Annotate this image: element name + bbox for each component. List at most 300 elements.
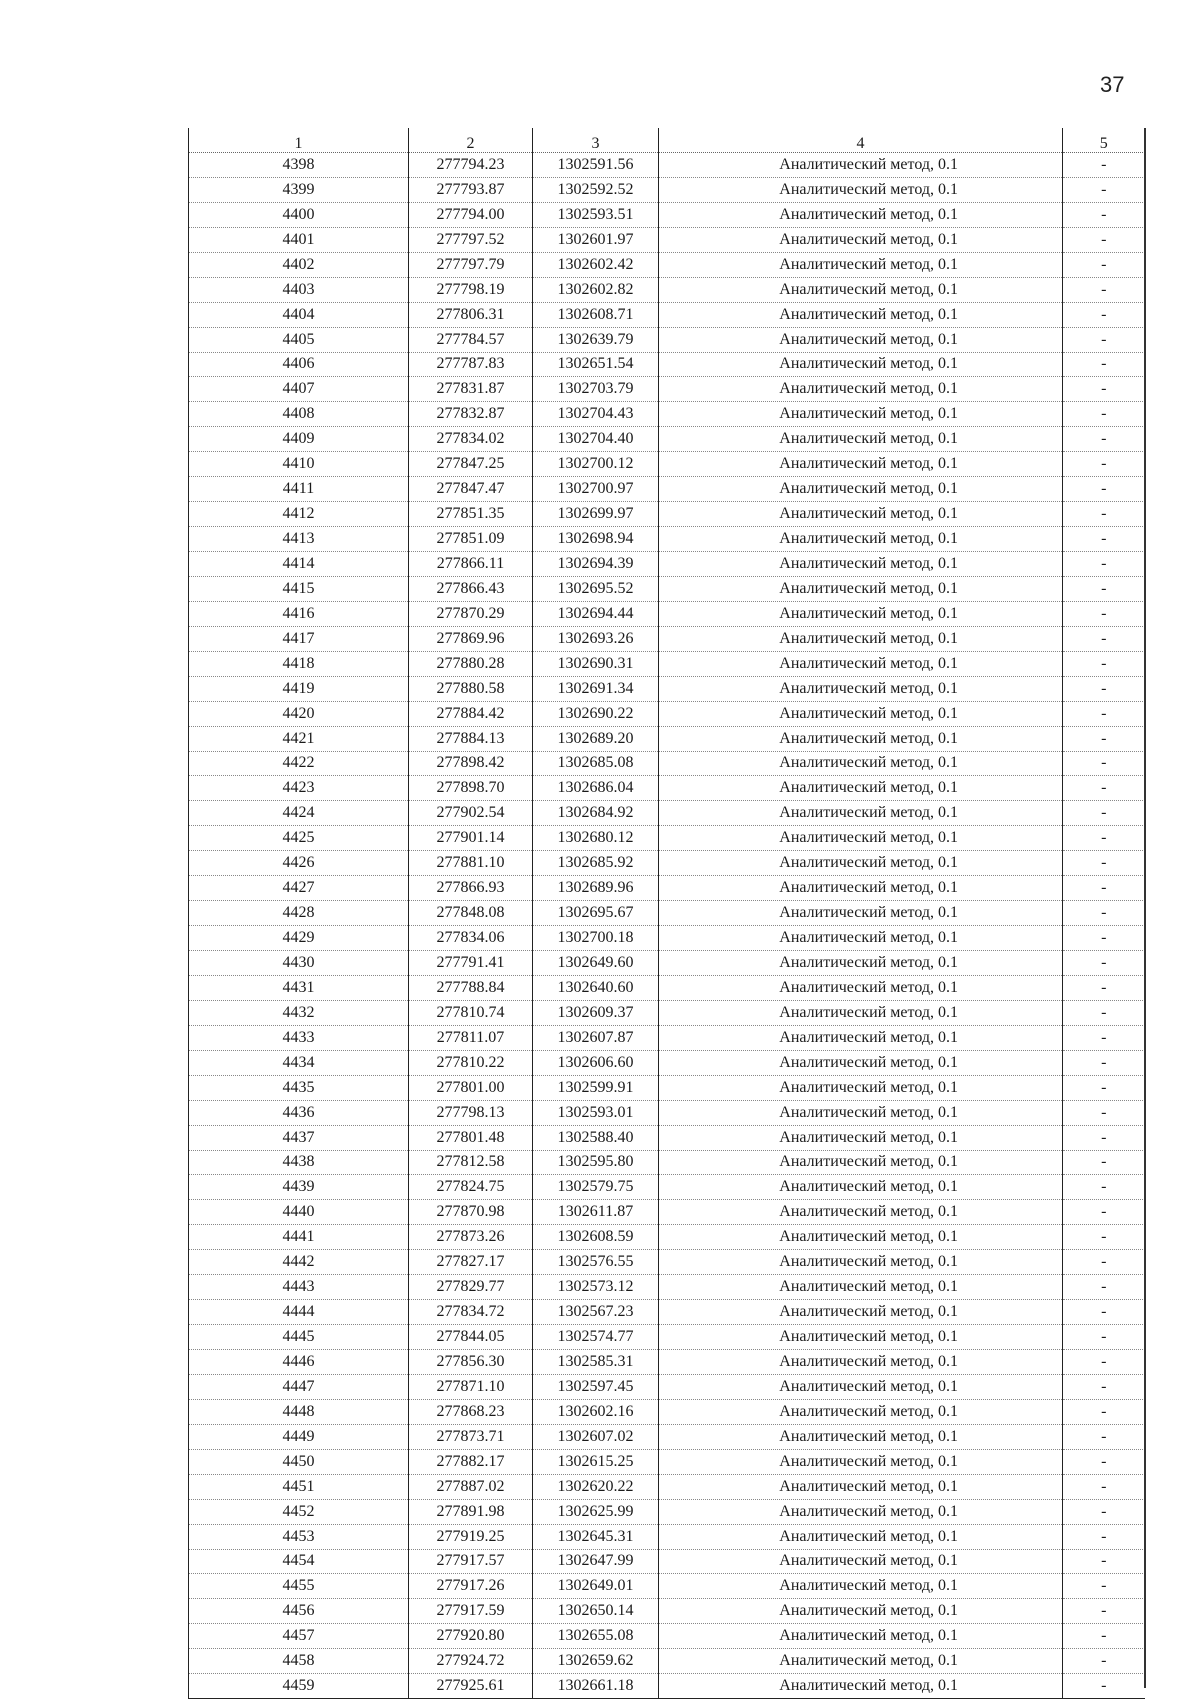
table-row: [189, 1449, 1145, 1474]
cell-point-number: 4431: [189, 975, 409, 1000]
cell-point-number: 4442: [189, 1250, 409, 1275]
cell-method: Аналитический метод, 0.1: [659, 1524, 1063, 1549]
cell-method: Аналитический метод, 0.1: [659, 1424, 1063, 1449]
cell-note: -: [1063, 1250, 1145, 1275]
cell-note: -: [1063, 701, 1145, 726]
cell-method: Аналитический метод, 0.1: [659, 651, 1063, 676]
cell-point-number: 4401: [189, 227, 409, 252]
cell-y-coordinate: 1302704.40: [533, 427, 659, 452]
cell-method: Аналитический метод, 0.1: [659, 227, 1063, 252]
cell-note: -: [1063, 901, 1145, 926]
cell-x-coordinate: 277793.87: [409, 177, 533, 202]
cell-note: -: [1063, 726, 1145, 751]
cell-point-number: 4434: [189, 1050, 409, 1075]
cell-note: -: [1063, 427, 1145, 452]
cell-note: -: [1063, 277, 1145, 302]
cell-method: Аналитический метод, 0.1: [659, 626, 1063, 651]
cell-point-number: 4448: [189, 1399, 409, 1424]
cell-note: -: [1063, 527, 1145, 552]
table-row: [189, 1175, 1145, 1200]
cell-point-number: 4420: [189, 701, 409, 726]
cell-point-number: 4413: [189, 527, 409, 552]
cell-x-coordinate: 277824.75: [409, 1175, 533, 1200]
cell-note: -: [1063, 1225, 1145, 1250]
cell-point-number: 4433: [189, 1025, 409, 1050]
cell-x-coordinate: 277831.87: [409, 377, 533, 402]
cell-note: -: [1063, 876, 1145, 901]
cell-method: Аналитический метод, 0.1: [659, 1250, 1063, 1275]
table-row: [189, 452, 1145, 477]
table-body: [189, 153, 1145, 1699]
cell-method: Аналитический метод, 0.1: [659, 1150, 1063, 1175]
cell-note: -: [1063, 1300, 1145, 1325]
cell-point-number: 4451: [189, 1474, 409, 1499]
cell-x-coordinate: 277798.13: [409, 1100, 533, 1125]
table-row: [189, 626, 1145, 651]
cell-x-coordinate: 277871.10: [409, 1374, 533, 1399]
page-number: 37: [1100, 72, 1125, 97]
cell-method: Аналитический метод, 0.1: [659, 851, 1063, 876]
cell-point-number: 4453: [189, 1524, 409, 1549]
cell-x-coordinate: 277834.02: [409, 427, 533, 452]
cell-x-coordinate: 277880.58: [409, 676, 533, 701]
cell-method: Аналитический метод, 0.1: [659, 327, 1063, 352]
cell-x-coordinate: 277806.31: [409, 302, 533, 327]
table-row: [189, 252, 1145, 277]
cell-point-number: 4415: [189, 576, 409, 601]
cell-y-coordinate: 1302593.51: [533, 202, 659, 227]
cell-x-coordinate: 277811.07: [409, 1025, 533, 1050]
cell-y-coordinate: 1302700.97: [533, 477, 659, 502]
cell-y-coordinate: 1302695.67: [533, 901, 659, 926]
cell-y-coordinate: 1302574.77: [533, 1325, 659, 1350]
cell-x-coordinate: 277788.84: [409, 975, 533, 1000]
cell-point-number: 4419: [189, 676, 409, 701]
cell-note: -: [1063, 402, 1145, 427]
cell-note: -: [1063, 776, 1145, 801]
cell-y-coordinate: 1302645.31: [533, 1524, 659, 1549]
cell-y-coordinate: 1302704.43: [533, 402, 659, 427]
cell-y-coordinate: 1302608.71: [533, 302, 659, 327]
cell-note: -: [1063, 1599, 1145, 1624]
cell-x-coordinate: 277884.42: [409, 701, 533, 726]
cell-y-coordinate: 1302685.08: [533, 751, 659, 776]
cell-method: Аналитический метод, 0.1: [659, 1325, 1063, 1350]
cell-note: -: [1063, 851, 1145, 876]
cell-note: -: [1063, 327, 1145, 352]
cell-x-coordinate: 277801.00: [409, 1075, 533, 1100]
cell-point-number: 4444: [189, 1300, 409, 1325]
cell-point-number: 4412: [189, 502, 409, 527]
cell-note: -: [1063, 1424, 1145, 1449]
cell-x-coordinate: 277873.26: [409, 1225, 533, 1250]
cell-x-coordinate: 277898.42: [409, 751, 533, 776]
cell-note: -: [1063, 601, 1145, 626]
cell-x-coordinate: 277801.48: [409, 1125, 533, 1150]
cell-point-number: 4429: [189, 926, 409, 951]
cell-method: Аналитический метод, 0.1: [659, 1300, 1063, 1325]
table-row: [189, 576, 1145, 601]
cell-x-coordinate: 277848.08: [409, 901, 533, 926]
cell-y-coordinate: 1302649.60: [533, 951, 659, 976]
cell-x-coordinate: 277866.11: [409, 552, 533, 577]
cell-y-coordinate: 1302647.99: [533, 1549, 659, 1574]
cell-x-coordinate: 277868.23: [409, 1399, 533, 1424]
cell-x-coordinate: 277925.61: [409, 1674, 533, 1699]
cell-y-coordinate: 1302639.79: [533, 327, 659, 352]
coordinates-table-container: [188, 128, 1145, 1699]
cell-note: -: [1063, 1449, 1145, 1474]
cell-y-coordinate: 1302694.39: [533, 552, 659, 577]
cell-point-number: 4411: [189, 477, 409, 502]
cell-method: Аналитический метод, 0.1: [659, 252, 1063, 277]
cell-point-number: 4399: [189, 177, 409, 202]
table-row: [189, 1300, 1145, 1325]
cell-y-coordinate: 1302593.01: [533, 1100, 659, 1125]
table-row: [189, 1150, 1145, 1175]
table-row: [189, 1125, 1145, 1150]
cell-point-number: 4452: [189, 1499, 409, 1524]
cell-y-coordinate: 1302602.82: [533, 277, 659, 302]
cell-y-coordinate: 1302659.62: [533, 1649, 659, 1674]
cell-y-coordinate: 1302700.12: [533, 452, 659, 477]
cell-y-coordinate: 1302602.16: [533, 1399, 659, 1424]
cell-method: Аналитический метод, 0.1: [659, 552, 1063, 577]
cell-note: -: [1063, 252, 1145, 277]
table-row: [189, 901, 1145, 926]
cell-note: -: [1063, 1399, 1145, 1424]
cell-y-coordinate: 1302694.44: [533, 601, 659, 626]
table-row: [189, 427, 1145, 452]
cell-method: Аналитический метод, 0.1: [659, 676, 1063, 701]
table-row: [189, 876, 1145, 901]
cell-note: -: [1063, 302, 1145, 327]
cell-note: -: [1063, 227, 1145, 252]
cell-method: Аналитический метод, 0.1: [659, 1549, 1063, 1574]
cell-x-coordinate: 277881.10: [409, 851, 533, 876]
cell-x-coordinate: 277866.43: [409, 576, 533, 601]
cell-method: Аналитический метод, 0.1: [659, 776, 1063, 801]
cell-method: Аналитический метод, 0.1: [659, 726, 1063, 751]
cell-y-coordinate: 1302661.18: [533, 1674, 659, 1699]
table-row: [189, 1599, 1145, 1624]
cell-y-coordinate: 1302625.99: [533, 1499, 659, 1524]
cell-x-coordinate: 277798.19: [409, 277, 533, 302]
cell-method: Аналитический метод, 0.1: [659, 601, 1063, 626]
cell-note: -: [1063, 1674, 1145, 1699]
table-row: [189, 1100, 1145, 1125]
cell-x-coordinate: 277810.74: [409, 1000, 533, 1025]
cell-y-coordinate: 1302689.96: [533, 876, 659, 901]
table-row: [189, 477, 1145, 502]
cell-x-coordinate: 277882.17: [409, 1449, 533, 1474]
cell-x-coordinate: 277901.14: [409, 826, 533, 851]
cell-point-number: 4456: [189, 1599, 409, 1624]
table-row: [189, 1325, 1145, 1350]
table-row: [189, 601, 1145, 626]
table-row: [189, 1025, 1145, 1050]
cell-y-coordinate: 1302576.55: [533, 1250, 659, 1275]
cell-y-coordinate: 1302640.60: [533, 975, 659, 1000]
cell-x-coordinate: 277870.29: [409, 601, 533, 626]
cell-method: Аналитический метод, 0.1: [659, 901, 1063, 926]
cell-method: Аналитический метод, 0.1: [659, 951, 1063, 976]
cell-point-number: 4422: [189, 751, 409, 776]
cell-point-number: 4435: [189, 1075, 409, 1100]
cell-point-number: 4398: [189, 153, 409, 178]
table-row: [189, 177, 1145, 202]
cell-point-number: 4430: [189, 951, 409, 976]
cell-note: -: [1063, 1649, 1145, 1674]
cell-method: Аналитический метод, 0.1: [659, 1050, 1063, 1075]
cell-method: Аналитический метод, 0.1: [659, 1574, 1063, 1599]
cell-note: -: [1063, 1025, 1145, 1050]
cell-y-coordinate: 1302695.52: [533, 576, 659, 601]
cell-note: -: [1063, 1374, 1145, 1399]
cell-method: Аналитический метод, 0.1: [659, 1225, 1063, 1250]
cell-method: Аналитический метод, 0.1: [659, 801, 1063, 826]
cell-point-number: 4446: [189, 1350, 409, 1375]
cell-note: -: [1063, 1499, 1145, 1524]
cell-method: Аналитический метод, 0.1: [659, 1649, 1063, 1674]
cell-point-number: 4402: [189, 252, 409, 277]
cell-method: Аналитический метод, 0.1: [659, 876, 1063, 901]
table-row: [189, 1574, 1145, 1599]
cell-note: -: [1063, 202, 1145, 227]
cell-point-number: 4427: [189, 876, 409, 901]
cell-method: Аналитический метод, 0.1: [659, 477, 1063, 502]
table-row: [189, 1350, 1145, 1375]
table-row: [189, 1075, 1145, 1100]
cell-note: -: [1063, 1549, 1145, 1574]
cell-x-coordinate: 277856.30: [409, 1350, 533, 1375]
cell-point-number: 4441: [189, 1225, 409, 1250]
cell-point-number: 4449: [189, 1424, 409, 1449]
cell-method: Аналитический метод, 0.1: [659, 1624, 1063, 1649]
table-row: [189, 751, 1145, 776]
cell-y-coordinate: 1302680.12: [533, 826, 659, 851]
table-row: [189, 1624, 1145, 1649]
cell-point-number: 4440: [189, 1200, 409, 1225]
cell-method: Аналитический метод, 0.1: [659, 1599, 1063, 1624]
table-row: [189, 926, 1145, 951]
cell-method: Аналитический метод, 0.1: [659, 1499, 1063, 1524]
table-row: [189, 726, 1145, 751]
cell-method: Аналитический метод, 0.1: [659, 1175, 1063, 1200]
cell-point-number: 4457: [189, 1624, 409, 1649]
table-row: [189, 951, 1145, 976]
cell-y-coordinate: 1302606.60: [533, 1050, 659, 1075]
cell-method: Аналитический метод, 0.1: [659, 1399, 1063, 1424]
coordinates-table: [188, 128, 1145, 1699]
cell-y-coordinate: 1302698.94: [533, 527, 659, 552]
cell-x-coordinate: 277851.35: [409, 502, 533, 527]
cell-x-coordinate: 277880.28: [409, 651, 533, 676]
cell-method: Аналитический метод, 0.1: [659, 1674, 1063, 1699]
cell-method: Аналитический метод, 0.1: [659, 701, 1063, 726]
table-row: [189, 776, 1145, 801]
table-row: [189, 851, 1145, 876]
cell-point-number: 4416: [189, 601, 409, 626]
cell-x-coordinate: 277832.87: [409, 402, 533, 427]
cell-method: Аналитический метод, 0.1: [659, 576, 1063, 601]
cell-y-coordinate: 1302686.04: [533, 776, 659, 801]
cell-x-coordinate: 277797.52: [409, 227, 533, 252]
cell-note: -: [1063, 1200, 1145, 1225]
cell-method: Аналитический метод, 0.1: [659, 1275, 1063, 1300]
cell-x-coordinate: 277920.80: [409, 1624, 533, 1649]
cell-x-coordinate: 277884.13: [409, 726, 533, 751]
cell-y-coordinate: 1302608.59: [533, 1225, 659, 1250]
cell-method: Аналитический метод, 0.1: [659, 1474, 1063, 1499]
cell-method: Аналитический метод, 0.1: [659, 751, 1063, 776]
cell-x-coordinate: 277866.93: [409, 876, 533, 901]
table-row: [189, 701, 1145, 726]
cell-x-coordinate: 277924.72: [409, 1649, 533, 1674]
cell-note: -: [1063, 1075, 1145, 1100]
cell-method: Аналитический метод, 0.1: [659, 1075, 1063, 1100]
cell-y-coordinate: 1302655.08: [533, 1624, 659, 1649]
cell-y-coordinate: 1302573.12: [533, 1275, 659, 1300]
cell-y-coordinate: 1302699.97: [533, 502, 659, 527]
cell-y-coordinate: 1302609.37: [533, 1000, 659, 1025]
table-row: [189, 651, 1145, 676]
column-header-method: 4: [659, 128, 1063, 153]
cell-note: -: [1063, 1524, 1145, 1549]
column-header-x: 2: [409, 128, 533, 153]
cell-point-number: 4436: [189, 1100, 409, 1125]
cell-point-number: 4455: [189, 1574, 409, 1599]
cell-point-number: 4450: [189, 1449, 409, 1474]
cell-x-coordinate: 277847.47: [409, 477, 533, 502]
table-row: [189, 202, 1145, 227]
cell-note: -: [1063, 1275, 1145, 1300]
cell-note: -: [1063, 1125, 1145, 1150]
cell-x-coordinate: 277784.57: [409, 327, 533, 352]
cell-x-coordinate: 277844.05: [409, 1325, 533, 1350]
cell-y-coordinate: 1302620.22: [533, 1474, 659, 1499]
cell-point-number: 4428: [189, 901, 409, 926]
cell-y-coordinate: 1302585.31: [533, 1350, 659, 1375]
table-row: [189, 1674, 1145, 1699]
cell-y-coordinate: 1302684.92: [533, 801, 659, 826]
cell-method: Аналитический метод, 0.1: [659, 975, 1063, 1000]
cell-y-coordinate: 1302691.34: [533, 676, 659, 701]
cell-note: -: [1063, 1100, 1145, 1125]
cell-x-coordinate: 277869.96: [409, 626, 533, 651]
cell-point-number: 4421: [189, 726, 409, 751]
cell-note: -: [1063, 552, 1145, 577]
cell-method: Аналитический метод, 0.1: [659, 1350, 1063, 1375]
table-row: [189, 302, 1145, 327]
cell-x-coordinate: 277834.06: [409, 926, 533, 951]
cell-method: Аналитический метод, 0.1: [659, 352, 1063, 377]
cell-method: Аналитический метод, 0.1: [659, 153, 1063, 178]
cell-x-coordinate: 277898.70: [409, 776, 533, 801]
table-row: [189, 1050, 1145, 1075]
table-row: [189, 277, 1145, 302]
cell-x-coordinate: 277847.25: [409, 452, 533, 477]
table-row: [189, 1000, 1145, 1025]
cell-x-coordinate: 277917.57: [409, 1549, 533, 1574]
table-row: [189, 826, 1145, 851]
table-row: [189, 153, 1145, 178]
cell-x-coordinate: 277873.71: [409, 1424, 533, 1449]
cell-note: -: [1063, 651, 1145, 676]
table-row: [189, 1399, 1145, 1424]
cell-note: -: [1063, 377, 1145, 402]
cell-y-coordinate: 1302602.42: [533, 252, 659, 277]
cell-note: -: [1063, 975, 1145, 1000]
cell-method: Аналитический метод, 0.1: [659, 452, 1063, 477]
cell-y-coordinate: 1302607.02: [533, 1424, 659, 1449]
cell-y-coordinate: 1302615.25: [533, 1449, 659, 1474]
cell-y-coordinate: 1302567.23: [533, 1300, 659, 1325]
cell-y-coordinate: 1302601.97: [533, 227, 659, 252]
cell-note: -: [1063, 1000, 1145, 1025]
cell-x-coordinate: 277917.59: [409, 1599, 533, 1624]
cell-x-coordinate: 277834.72: [409, 1300, 533, 1325]
cell-x-coordinate: 277794.23: [409, 153, 533, 178]
cell-note: -: [1063, 801, 1145, 826]
cell-method: Аналитический метод, 0.1: [659, 202, 1063, 227]
cell-x-coordinate: 277919.25: [409, 1524, 533, 1549]
cell-point-number: 4405: [189, 327, 409, 352]
cell-point-number: 4409: [189, 427, 409, 452]
cell-x-coordinate: 277870.98: [409, 1200, 533, 1225]
cell-point-number: 4414: [189, 552, 409, 577]
cell-note: -: [1063, 1325, 1145, 1350]
cell-x-coordinate: 277827.17: [409, 1250, 533, 1275]
cell-y-coordinate: 1302649.01: [533, 1574, 659, 1599]
cell-point-number: 4423: [189, 776, 409, 801]
cell-note: -: [1063, 576, 1145, 601]
right-border-line: [1144, 128, 1146, 1688]
cell-point-number: 4406: [189, 352, 409, 377]
table-row: [189, 1225, 1145, 1250]
table-row: [189, 1524, 1145, 1549]
cell-y-coordinate: 1302703.79: [533, 377, 659, 402]
cell-x-coordinate: 277794.00: [409, 202, 533, 227]
cell-point-number: 4410: [189, 452, 409, 477]
table-row: [189, 1499, 1145, 1524]
cell-y-coordinate: 1302595.80: [533, 1150, 659, 1175]
table-row: [189, 327, 1145, 352]
column-header-y: 3: [533, 128, 659, 153]
table-row: [189, 1424, 1145, 1449]
cell-y-coordinate: 1302693.26: [533, 626, 659, 651]
cell-note: -: [1063, 352, 1145, 377]
cell-method: Аналитический метод, 0.1: [659, 402, 1063, 427]
cell-y-coordinate: 1302690.22: [533, 701, 659, 726]
cell-x-coordinate: 277787.83: [409, 352, 533, 377]
cell-point-number: 4432: [189, 1000, 409, 1025]
cell-x-coordinate: 277829.77: [409, 1275, 533, 1300]
cell-x-coordinate: 277887.02: [409, 1474, 533, 1499]
cell-point-number: 4408: [189, 402, 409, 427]
table-row: [189, 352, 1145, 377]
cell-note: -: [1063, 1624, 1145, 1649]
cell-point-number: 4445: [189, 1325, 409, 1350]
cell-y-coordinate: 1302599.91: [533, 1075, 659, 1100]
cell-note: -: [1063, 1474, 1145, 1499]
cell-note: -: [1063, 626, 1145, 651]
cell-point-number: 4426: [189, 851, 409, 876]
cell-y-coordinate: 1302651.54: [533, 352, 659, 377]
table-row: [189, 527, 1145, 552]
column-header-note: 5: [1063, 128, 1145, 153]
table-row: [189, 227, 1145, 252]
